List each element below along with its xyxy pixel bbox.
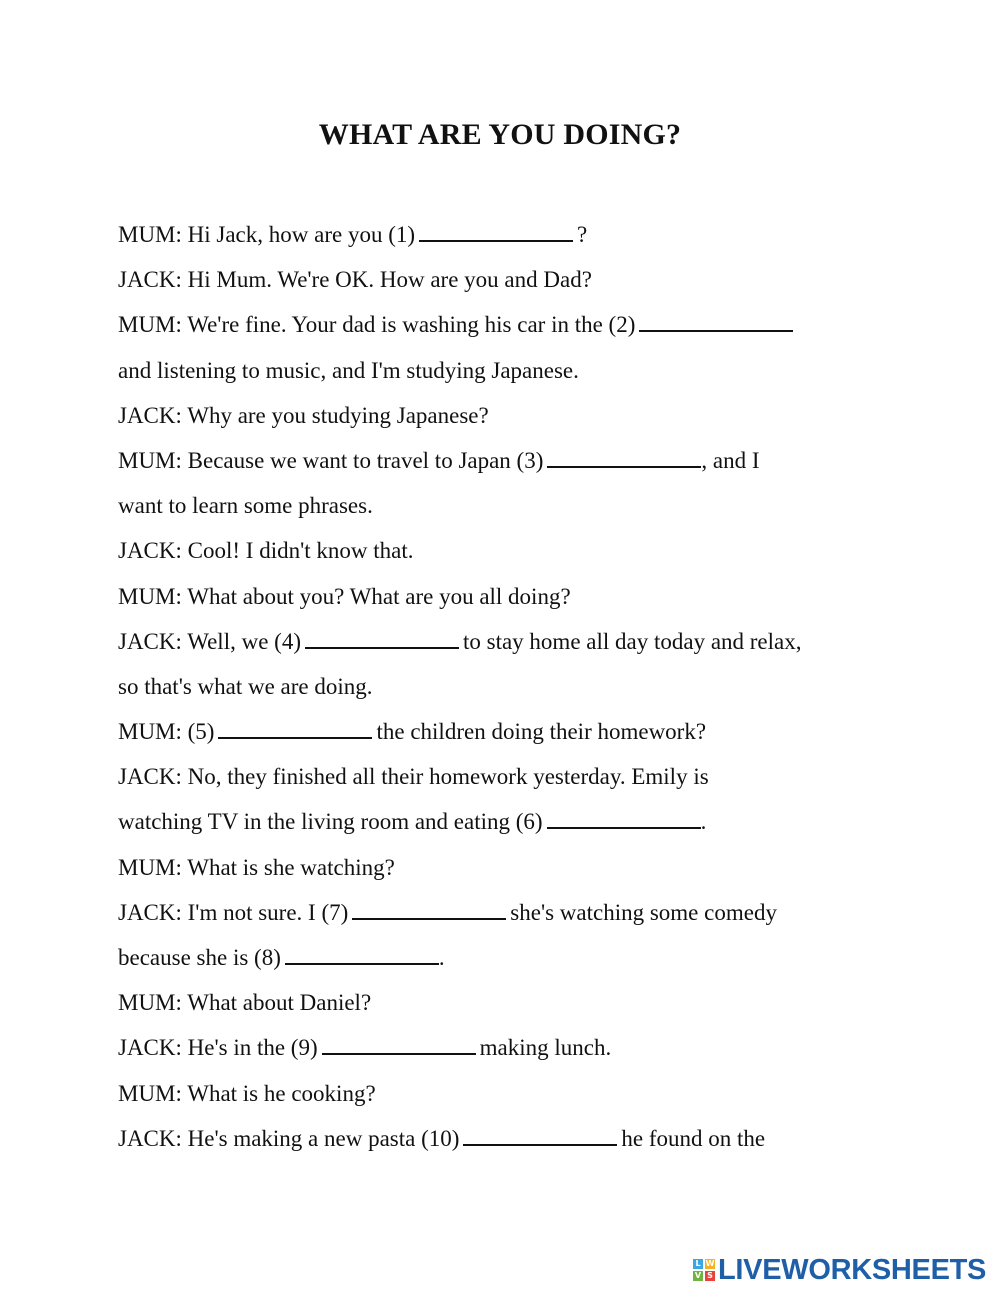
logo-text: LIVEWORKSHEETS: [718, 1253, 987, 1286]
line-text: MUM: We're fine. Your dad is washing his car in the (2): [118, 312, 636, 338]
line-text: she's watching some comedy: [510, 899, 777, 925]
dialogue-line-4: and listening to music, and I'm studying Japanese.: [118, 357, 579, 383]
answer-blank-7[interactable]: [352, 898, 506, 920]
line-text: JACK: He's in the (9): [118, 1035, 318, 1061]
line-text: watching TV in the living room and eating (6): [118, 809, 543, 835]
line-text: JACK: I'm not sure. I (7): [118, 899, 349, 925]
dialogue-line-18: MUM: What about Daniel?: [118, 990, 372, 1016]
logo-square: V: [694, 1271, 702, 1280]
dialogue-line-10: [118, 627, 918, 672]
dialogue-line-19: [118, 1033, 918, 1078]
dialogue-line-6: [118, 446, 918, 491]
dialogue-line-8: JACK: Cool! I didn't know that.: [118, 538, 414, 564]
answer-blank-9[interactable]: [322, 1033, 476, 1055]
dialogue-line-15: MUM: What is she watching?: [118, 854, 395, 880]
answer-blank-10[interactable]: [463, 1124, 617, 1146]
dialogue-line-7: want to learn some phrases.: [118, 493, 373, 519]
line-text: he found on the: [621, 1125, 766, 1151]
line-text: JACK: He's making a new pasta (10): [118, 1125, 460, 1151]
line-text: to stay home all day today and relax,: [462, 628, 802, 654]
answer-blank-5[interactable]: [218, 717, 372, 739]
answer-blank-2[interactable]: [639, 310, 793, 332]
answer-blank-3[interactable]: [547, 446, 701, 468]
line-text: .: [700, 809, 707, 835]
dialogue-line-2: JACK: Hi Mum. We're OK. How are you and Dad?: [118, 267, 592, 293]
logo-square: L: [693, 1259, 703, 1269]
dialogue-line-9: MUM: What about you? What are you all doing?: [118, 583, 571, 609]
line-text: MUM: Because we want to travel to Japan (3): [118, 447, 544, 473]
dialogue-line-21: [118, 1124, 918, 1169]
line-text: JACK: Well, we (4): [118, 628, 301, 654]
line-text: the children doing their homework?: [376, 719, 707, 745]
line-text: .: [438, 945, 445, 970]
dialogue: [118, 220, 918, 1169]
dialogue-line-20: MUM: What is he cooking?: [118, 1080, 376, 1106]
dialogue-line-16: [118, 898, 918, 943]
line-text: MUM: (5): [118, 719, 215, 745]
dialogue-line-17: [118, 943, 918, 988]
logo-mark-icon: [693, 1259, 715, 1281]
answer-blank-8[interactable]: [285, 943, 439, 965]
line-text: , and I: [701, 447, 760, 473]
worksheet-title: WHAT ARE YOU DOING?: [318, 118, 682, 151]
logo-square: S: [705, 1271, 715, 1281]
line-text: ?: [577, 222, 588, 247]
dialogue-line-14: [118, 807, 918, 852]
logo-square: W: [705, 1259, 715, 1268]
line-text: because she is (8): [118, 945, 281, 970]
answer-blank-6[interactable]: [547, 807, 701, 829]
liveworksheets-logo: [693, 1254, 993, 1286]
dialogue-line-13: JACK: No, they finished all their homework yesterday. Emily is: [118, 764, 709, 790]
dialogue-line-5: JACK: Why are you studying Japanese?: [118, 402, 489, 428]
answer-blank-1[interactable]: [419, 220, 573, 242]
answer-blank-4[interactable]: [305, 627, 459, 649]
dialogue-line-3: [118, 310, 918, 355]
dialogue-line-11: so that's what we are doing.: [118, 673, 373, 699]
line-text: making lunch.: [479, 1035, 612, 1061]
line-text: MUM: Hi Jack, how are you (1): [118, 222, 416, 247]
dialogue-line-1: [118, 220, 918, 265]
dialogue-line-12: [118, 717, 918, 762]
